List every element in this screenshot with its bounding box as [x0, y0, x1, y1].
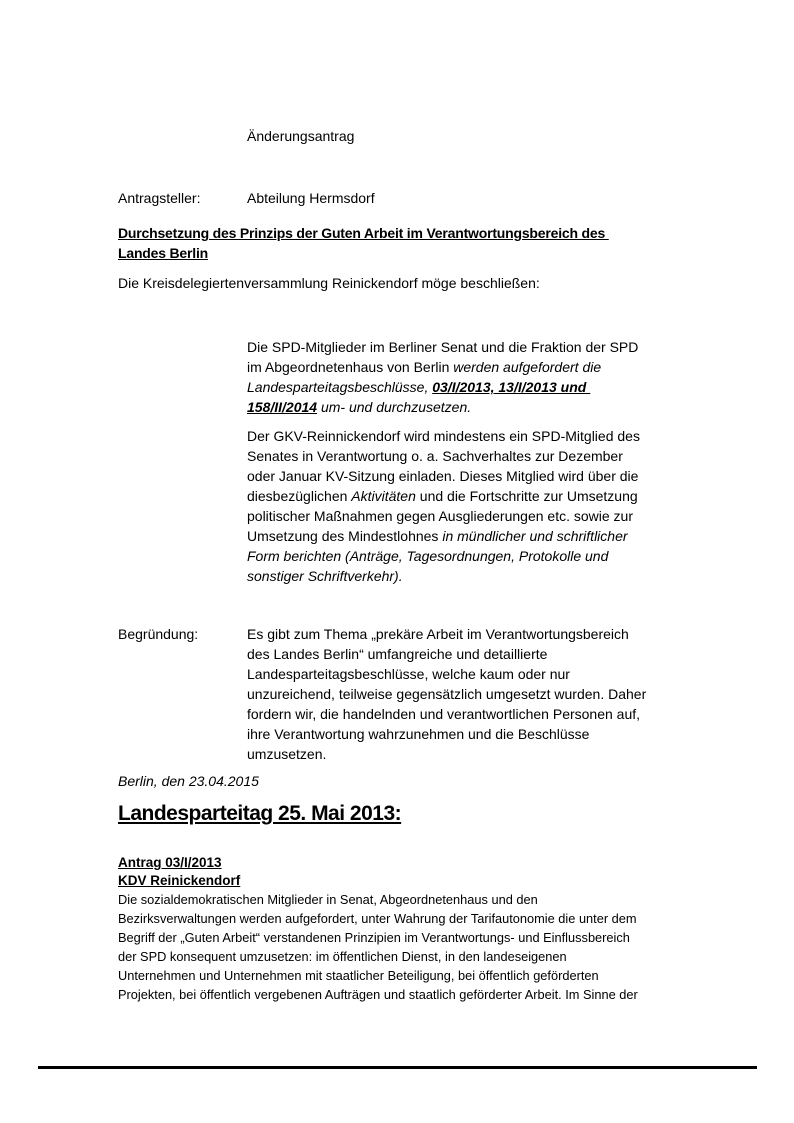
congress-heading: [118, 801, 738, 827]
subject-heading-line-2: Landes Berlin: [118, 245, 208, 261]
text-line: oder Januar KV-Sitzung einladen. Dieses Mitglied wird über die: [247, 468, 639, 484]
reason-text: [247, 624, 646, 764]
antrag-heading: [118, 854, 738, 872]
text-line: Der GKV-Reinnickendorf wird mindestens ein SPD-Mitglied des: [247, 428, 640, 444]
motion-paragraph-1: [247, 337, 738, 417]
applicant-value: Abteilung Hermsdorf: [247, 190, 375, 206]
text-line: Es gibt zum Thema „prekäre Arbeit im Verantwortungsbereich: [247, 626, 629, 642]
text-run: Die SPD-Mitglieder im Berliner Senat und die Fraktion der SPD: [247, 339, 639, 355]
motion-paragraph-2: [247, 426, 738, 586]
text-run: Landesparteitagsbeschlüsse,: [247, 379, 433, 395]
text-run: 158/II/2014: [247, 399, 318, 415]
document-content: [118, 126, 738, 1004]
antrag-body: [118, 890, 738, 1004]
text-line: [247, 546, 738, 566]
text-line: [247, 337, 738, 357]
text-line: Begriff der „Guten Arbeit“ verstandenen Prinzipien im Verantwortungs- und Einflussbereich: [118, 930, 630, 945]
text-line: Unternehmen und Unternehmen mit staatlicher Beteiligung, bei öffentlich geförderten: [118, 968, 599, 983]
antrag-subheading: [118, 872, 738, 890]
text-line: fordern wir, die handelnden und verantwortlichen Personen auf,: [247, 706, 641, 722]
antrag-subheading-text: KDV Reinickendorf: [118, 873, 241, 888]
text-run: und die Fortschritte zur Umsetzung: [415, 488, 638, 504]
text-line: [247, 397, 738, 417]
subject-heading-line-1: Durchsetzung des Prinzips der Guten Arbeit im Verantwortungsbereich des: [118, 225, 609, 241]
text-line: [247, 526, 738, 546]
text-line: [247, 566, 738, 586]
text-run: sonstiger Schriftverkehr).: [247, 568, 403, 584]
text-run: um- und durchzusetzen.: [317, 399, 472, 415]
text-run: im Abgeordnetenhaus von Berlin: [247, 359, 454, 375]
text-run: Umsetzung des Mindestlohnes: [247, 528, 443, 544]
text-run: Aktivitäten: [351, 488, 416, 504]
text-line: umzusetzen.: [247, 746, 327, 762]
text-line: Landesparteitagsbeschlüsse, welche kaum oder nur: [247, 666, 570, 682]
text-line: der SPD konsequent umzusetzen: im öffentlichen Dienst, in den landeseigenen: [118, 949, 567, 964]
resolution-intro: Die Kreisdelegiertenversammlung Reinickendorf möge beschließen:: [118, 275, 540, 291]
text-line: politischer Maßnahmen gegen Ausgliederungen etc. sowie zur: [247, 508, 634, 524]
text-line: Senates in Verantwortung o. a. Sachverhaltes zur Dezember: [247, 448, 623, 464]
text-line: [247, 486, 738, 506]
text-line: Die sozialdemokratischen Mitglieder in Senat, Abgeordnetenhaus und den: [118, 892, 538, 907]
text-line: [247, 357, 738, 377]
applicant-row: [118, 188, 738, 208]
text-line: [247, 377, 738, 397]
antrag-heading-text: Antrag 03/I/2013: [118, 855, 222, 870]
text-run: in mündlicher und schriftlicher: [442, 528, 628, 544]
text-run: 03/I/2013, 13/I/2013 und: [432, 379, 591, 395]
congress-heading-text: Landesparteitag 25. Mai 2013:: [118, 802, 402, 825]
reason-label: Begründung:: [118, 626, 199, 642]
text-line: ihre Verantwortung wahrzunehmen und die Beschlüsse: [247, 726, 590, 742]
applicant-label: Antragsteller:: [118, 190, 201, 206]
reason-row: [118, 624, 738, 764]
document-type-title: Änderungsantrag: [247, 128, 355, 144]
footer-rule: [38, 1066, 757, 1069]
text-run: Form berichten (Anträge, Tagesordnungen, Protokolle und: [247, 548, 609, 564]
text-line: Projekten, bei öffentlich vergebenen Aufträgen und staatlich geförderter Arbeit. Im Sinne der: [118, 987, 638, 1002]
place-date: Berlin, den 23.04.2015: [118, 773, 259, 789]
text-run: werden aufgefordert die: [453, 359, 602, 375]
text-run: diesbezüglichen: [247, 488, 352, 504]
subject-heading: [118, 223, 738, 263]
text-line: unzureichend, teilweise gegensätzlich umgesetzt wurden. Daher: [247, 686, 647, 702]
text-line: Bezirksverwaltungen werden aufgefordert, unter Wahrung der Tarifautonomie die unter dem: [118, 911, 637, 926]
text-line: des Landes Berlin“ umfangreiche und detaillierte: [247, 646, 548, 662]
